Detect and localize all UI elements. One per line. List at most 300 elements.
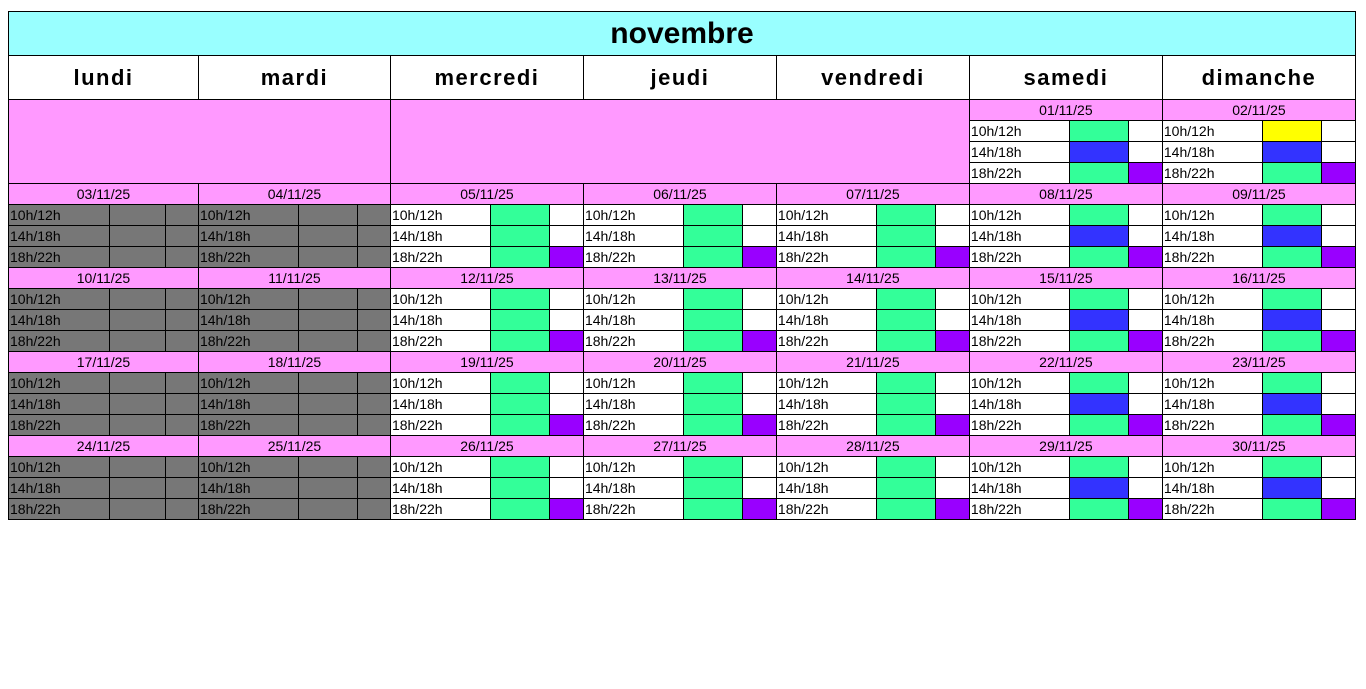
slot-row: [9, 205, 1356, 226]
slot-extra-cell[interactable]: [165, 205, 198, 226]
slot-status-cell[interactable]: [1263, 478, 1321, 499]
date-cell: 11/11/25: [198, 268, 390, 289]
slot-row: [9, 373, 1356, 394]
date-cell: 02/11/25: [1162, 100, 1355, 121]
slot-label: 10h/12h: [583, 373, 684, 394]
date-cell: 21/11/25: [776, 352, 969, 373]
slot-status-cell[interactable]: [1263, 142, 1321, 163]
slot-status-cell[interactable]: [1070, 394, 1128, 415]
slot-extra-cell[interactable]: [1321, 394, 1355, 415]
slot-extra-cell[interactable]: [1128, 289, 1162, 310]
slot-status-cell[interactable]: [684, 499, 742, 520]
slot-label: 18h/22h: [198, 499, 299, 520]
slot-extra-cell[interactable]: [1128, 121, 1162, 142]
slot-extra-cell[interactable]: [935, 457, 969, 478]
slot-label: 14h/18h: [776, 226, 877, 247]
slot-status-cell[interactable]: [877, 457, 935, 478]
slot-extra-cell[interactable]: [935, 331, 969, 352]
slot-row: [9, 331, 1356, 352]
month-title: novembre: [9, 12, 1356, 56]
slot-label: 10h/12h: [1162, 373, 1263, 394]
slot-status-cell[interactable]: [1263, 310, 1321, 331]
date-cell: 22/11/25: [969, 352, 1162, 373]
slot-extra-cell[interactable]: [1321, 142, 1355, 163]
slot-extra-cell[interactable]: [549, 205, 583, 226]
slot-label: 10h/12h: [776, 205, 877, 226]
slot-label: 14h/18h: [198, 310, 299, 331]
slot-status-cell[interactable]: [877, 373, 935, 394]
date-cell: 23/11/25: [1162, 352, 1355, 373]
slot-label: 14h/18h: [198, 394, 299, 415]
slot-status-cell[interactable]: [1070, 121, 1128, 142]
slot-extra-cell[interactable]: [357, 415, 390, 436]
slot-label: 10h/12h: [198, 205, 299, 226]
slot-extra-cell[interactable]: [549, 499, 583, 520]
slot-label: 14h/18h: [583, 478, 684, 499]
slot-label: 14h/18h: [969, 310, 1070, 331]
slot-status-cell[interactable]: [109, 415, 165, 436]
slot-extra-cell[interactable]: [1128, 142, 1162, 163]
slot-extra-cell[interactable]: [165, 499, 198, 520]
slot-label: 10h/12h: [390, 457, 491, 478]
slot-extra-cell[interactable]: [165, 331, 198, 352]
slot-status-cell[interactable]: [1263, 121, 1321, 142]
slot-extra-cell[interactable]: [165, 478, 198, 499]
slot-status-cell[interactable]: [684, 310, 742, 331]
slot-extra-cell[interactable]: [742, 478, 776, 499]
slot-label: 18h/22h: [583, 499, 684, 520]
slot-row: [9, 247, 1356, 268]
slot-extra-cell[interactable]: [549, 457, 583, 478]
slot-extra-cell[interactable]: [935, 310, 969, 331]
slot-status-cell[interactable]: [109, 226, 165, 247]
slot-status-cell[interactable]: [299, 331, 357, 352]
slot-status-cell[interactable]: [299, 457, 357, 478]
slot-label: 18h/22h: [776, 499, 877, 520]
slot-status-cell[interactable]: [299, 310, 357, 331]
slot-status-cell[interactable]: [299, 415, 357, 436]
slot-status-cell[interactable]: [109, 205, 165, 226]
slot-extra-cell[interactable]: [935, 478, 969, 499]
date-cell: 27/11/25: [583, 436, 776, 457]
slot-extra-cell[interactable]: [935, 394, 969, 415]
slot-extra-cell[interactable]: [1321, 457, 1355, 478]
slot-label: 14h/18h: [1162, 394, 1263, 415]
slot-extra-cell[interactable]: [742, 310, 776, 331]
slot-status-cell[interactable]: [684, 289, 742, 310]
slot-status-cell[interactable]: [491, 289, 549, 310]
slot-extra-cell[interactable]: [1128, 394, 1162, 415]
slot-extra-cell[interactable]: [165, 457, 198, 478]
slot-row: [9, 310, 1356, 331]
date-cell: 05/11/25: [390, 184, 583, 205]
slot-status-cell[interactable]: [1070, 289, 1128, 310]
slot-extra-cell[interactable]: [742, 289, 776, 310]
slot-status-cell[interactable]: [877, 247, 935, 268]
slot-label: 10h/12h: [1162, 457, 1263, 478]
slot-status-cell[interactable]: [1263, 331, 1321, 352]
slot-extra-cell[interactable]: [165, 226, 198, 247]
slot-status-cell[interactable]: [1070, 226, 1128, 247]
slot-status-cell[interactable]: [109, 331, 165, 352]
slot-status-cell[interactable]: [491, 331, 549, 352]
slot-status-cell[interactable]: [684, 373, 742, 394]
slot-status-cell[interactable]: [109, 478, 165, 499]
slot-status-cell[interactable]: [1070, 331, 1128, 352]
slot-label: 14h/18h: [969, 478, 1070, 499]
weekday-jeudi: jeudi: [583, 56, 776, 100]
slot-status-cell[interactable]: [1263, 163, 1321, 184]
slot-row: [9, 289, 1356, 310]
slot-extra-cell[interactable]: [1321, 163, 1355, 184]
weekday-header-row: [9, 56, 1356, 100]
slot-extra-cell[interactable]: [1128, 373, 1162, 394]
slot-label: 10h/12h: [198, 373, 299, 394]
slot-extra-cell[interactable]: [1321, 415, 1355, 436]
slot-label: 14h/18h: [198, 478, 299, 499]
slot-label: 10h/12h: [969, 373, 1070, 394]
slot-extra-cell[interactable]: [1321, 478, 1355, 499]
slot-extra-cell[interactable]: [165, 415, 198, 436]
slot-extra-cell[interactable]: [1128, 499, 1162, 520]
slot-extra-cell[interactable]: [357, 394, 390, 415]
slot-extra-cell[interactable]: [357, 247, 390, 268]
slot-status-cell[interactable]: [1263, 205, 1321, 226]
slot-extra-cell[interactable]: [357, 205, 390, 226]
slot-status-cell[interactable]: [299, 478, 357, 499]
date-cell: 29/11/25: [969, 436, 1162, 457]
slot-label: 14h/18h: [969, 142, 1070, 163]
slot-label: 10h/12h: [9, 373, 110, 394]
slot-status-cell[interactable]: [491, 415, 549, 436]
slot-status-cell[interactable]: [491, 457, 549, 478]
date-cell: 19/11/25: [390, 352, 583, 373]
slot-label: 14h/18h: [583, 226, 684, 247]
slot-status-cell[interactable]: [109, 247, 165, 268]
slot-label: 14h/18h: [1162, 310, 1263, 331]
slot-label: 14h/18h: [9, 310, 110, 331]
slot-status-cell[interactable]: [684, 226, 742, 247]
slot-extra-cell[interactable]: [1321, 247, 1355, 268]
slot-status-cell[interactable]: [684, 415, 742, 436]
slot-extra-cell[interactable]: [742, 457, 776, 478]
weekday-dimanche: dimanche: [1162, 56, 1355, 100]
slot-label: 14h/18h: [969, 394, 1070, 415]
slot-label: 10h/12h: [969, 457, 1070, 478]
slot-extra-cell[interactable]: [549, 310, 583, 331]
slot-status-cell[interactable]: [684, 331, 742, 352]
slot-label: 14h/18h: [776, 310, 877, 331]
slot-extra-cell[interactable]: [1128, 415, 1162, 436]
slot-label: 10h/12h: [969, 205, 1070, 226]
slot-extra-cell[interactable]: [549, 226, 583, 247]
month-title-row: [9, 12, 1356, 56]
slot-extra-cell[interactable]: [1321, 310, 1355, 331]
date-cell: 13/11/25: [583, 268, 776, 289]
slot-label: 14h/18h: [583, 310, 684, 331]
slot-extra-cell[interactable]: [1128, 226, 1162, 247]
slot-extra-cell[interactable]: [935, 247, 969, 268]
slot-status-cell[interactable]: [1263, 226, 1321, 247]
slot-status-cell[interactable]: [109, 289, 165, 310]
slot-extra-cell[interactable]: [1128, 163, 1162, 184]
date-cell: 16/11/25: [1162, 268, 1355, 289]
slot-status-cell[interactable]: [491, 373, 549, 394]
slot-label: 10h/12h: [9, 205, 110, 226]
slot-status-cell[interactable]: [877, 310, 935, 331]
slot-status-cell[interactable]: [491, 205, 549, 226]
slot-status-cell[interactable]: [1070, 205, 1128, 226]
slot-extra-cell[interactable]: [935, 373, 969, 394]
slot-row: [9, 457, 1356, 478]
slot-status-cell[interactable]: [1070, 499, 1128, 520]
date-cell: 01/11/25: [969, 100, 1162, 121]
slot-extra-cell[interactable]: [549, 394, 583, 415]
slot-label: 10h/12h: [390, 289, 491, 310]
slot-label: 18h/22h: [198, 247, 299, 268]
slot-label: 14h/18h: [1162, 142, 1263, 163]
slot-status-cell[interactable]: [109, 310, 165, 331]
slot-extra-cell[interactable]: [549, 478, 583, 499]
november-calendar: [8, 11, 1356, 520]
slot-status-cell[interactable]: [877, 415, 935, 436]
slot-status-cell[interactable]: [877, 205, 935, 226]
slot-extra-cell[interactable]: [742, 415, 776, 436]
slot-label: 14h/18h: [390, 310, 491, 331]
slot-label: 18h/22h: [969, 331, 1070, 352]
slot-status-cell[interactable]: [299, 373, 357, 394]
slot-label: 18h/22h: [198, 331, 299, 352]
slot-status-cell[interactable]: [1263, 373, 1321, 394]
slot-label: 10h/12h: [583, 457, 684, 478]
slot-row: [9, 478, 1356, 499]
date-cell: 09/11/25: [1162, 184, 1355, 205]
slot-extra-cell[interactable]: [1128, 310, 1162, 331]
weekday-mercredi: mercredi: [390, 56, 583, 100]
slot-extra-cell[interactable]: [1321, 226, 1355, 247]
slot-status-cell[interactable]: [299, 394, 357, 415]
slot-status-cell[interactable]: [1263, 499, 1321, 520]
slot-label: 14h/18h: [198, 226, 299, 247]
slot-extra-cell[interactable]: [1321, 373, 1355, 394]
slot-extra-cell[interactable]: [1128, 478, 1162, 499]
slot-extra-cell[interactable]: [165, 310, 198, 331]
slot-status-cell[interactable]: [299, 226, 357, 247]
slot-label: 18h/22h: [390, 499, 491, 520]
slot-extra-cell[interactable]: [742, 226, 776, 247]
slot-status-cell[interactable]: [491, 499, 549, 520]
slot-extra-cell[interactable]: [357, 457, 390, 478]
slot-row: [9, 415, 1356, 436]
slot-extra-cell[interactable]: [1321, 499, 1355, 520]
slot-status-cell[interactable]: [1263, 457, 1321, 478]
slot-extra-cell[interactable]: [549, 373, 583, 394]
slot-label: 14h/18h: [390, 394, 491, 415]
slot-status-cell[interactable]: [109, 499, 165, 520]
date-cell: 10/11/25: [9, 268, 199, 289]
weekday-mardi: mardi: [198, 56, 390, 100]
slot-status-cell[interactable]: [684, 247, 742, 268]
date-cell: 15/11/25: [969, 268, 1162, 289]
weekday-vendredi: vendredi: [776, 56, 969, 100]
slot-label: 18h/22h: [1162, 247, 1263, 268]
slot-extra-cell[interactable]: [357, 478, 390, 499]
slot-label: 18h/22h: [583, 247, 684, 268]
slot-extra-cell[interactable]: [1321, 331, 1355, 352]
slot-status-cell[interactable]: [1070, 163, 1128, 184]
date-header-row: [9, 268, 1356, 289]
slot-extra-cell[interactable]: [1128, 247, 1162, 268]
weekday-lundi: lundi: [9, 56, 199, 100]
slot-extra-cell[interactable]: [1321, 121, 1355, 142]
slot-extra-cell[interactable]: [1128, 205, 1162, 226]
slot-status-cell[interactable]: [877, 499, 935, 520]
date-cell: 18/11/25: [198, 352, 390, 373]
slot-extra-cell[interactable]: [742, 247, 776, 268]
slot-label: 18h/22h: [390, 415, 491, 436]
slot-extra-cell[interactable]: [357, 331, 390, 352]
slot-extra-cell[interactable]: [165, 247, 198, 268]
slot-status-cell[interactable]: [684, 478, 742, 499]
slot-label: 18h/22h: [390, 331, 491, 352]
slot-label: 14h/18h: [1162, 478, 1263, 499]
slot-label: 18h/22h: [583, 331, 684, 352]
slot-status-cell[interactable]: [491, 310, 549, 331]
slot-extra-cell[interactable]: [165, 394, 198, 415]
slot-extra-cell[interactable]: [165, 373, 198, 394]
slot-status-cell[interactable]: [1070, 247, 1128, 268]
slot-status-cell[interactable]: [1263, 247, 1321, 268]
slot-status-cell[interactable]: [109, 373, 165, 394]
slot-label: 18h/22h: [583, 415, 684, 436]
date-header-row: [9, 436, 1356, 457]
slot-label: 10h/12h: [390, 373, 491, 394]
slot-label: 18h/22h: [969, 247, 1070, 268]
slot-label: 18h/22h: [9, 415, 110, 436]
slot-extra-cell[interactable]: [1128, 457, 1162, 478]
date-cell: 03/11/25: [9, 184, 199, 205]
slot-label: 10h/12h: [1162, 289, 1263, 310]
slot-label: 14h/18h: [583, 394, 684, 415]
slot-label: 10h/12h: [583, 289, 684, 310]
slot-label: 18h/22h: [969, 163, 1070, 184]
slot-status-cell[interactable]: [1070, 457, 1128, 478]
slot-extra-cell[interactable]: [1321, 205, 1355, 226]
slot-status-cell[interactable]: [1070, 310, 1128, 331]
slot-extra-cell[interactable]: [357, 499, 390, 520]
date-cell: 24/11/25: [9, 436, 199, 457]
slot-label: 18h/22h: [1162, 331, 1263, 352]
slot-status-cell[interactable]: [684, 205, 742, 226]
slot-label: 10h/12h: [198, 457, 299, 478]
slot-status-cell[interactable]: [1070, 373, 1128, 394]
slot-extra-cell[interactable]: [1321, 289, 1355, 310]
slot-label: 14h/18h: [9, 394, 110, 415]
slot-extra-cell[interactable]: [549, 415, 583, 436]
slot-status-cell[interactable]: [877, 331, 935, 352]
slot-status-cell[interactable]: [491, 226, 549, 247]
slot-status-cell[interactable]: [684, 394, 742, 415]
slot-status-cell[interactable]: [109, 394, 165, 415]
slot-status-cell[interactable]: [491, 247, 549, 268]
slot-extra-cell[interactable]: [935, 226, 969, 247]
slot-extra-cell[interactable]: [742, 373, 776, 394]
slot-status-cell[interactable]: [1263, 289, 1321, 310]
slot-extra-cell[interactable]: [549, 289, 583, 310]
slot-status-cell[interactable]: [491, 394, 549, 415]
slot-extra-cell[interactable]: [165, 289, 198, 310]
date-cell: 14/11/25: [776, 268, 969, 289]
date-cell: 25/11/25: [198, 436, 390, 457]
slot-status-cell[interactable]: [491, 478, 549, 499]
slot-extra-cell[interactable]: [549, 331, 583, 352]
date-header-row: [9, 184, 1356, 205]
slot-status-cell[interactable]: [877, 478, 935, 499]
slot-status-cell[interactable]: [1263, 394, 1321, 415]
slot-label: 14h/18h: [390, 478, 491, 499]
slot-label: 10h/12h: [776, 457, 877, 478]
date-cell: 20/11/25: [583, 352, 776, 373]
slot-label: 18h/22h: [198, 415, 299, 436]
date-cell: 12/11/25: [390, 268, 583, 289]
slot-status-cell[interactable]: [299, 205, 357, 226]
date-cell: 08/11/25: [969, 184, 1162, 205]
slot-extra-cell[interactable]: [357, 289, 390, 310]
slot-status-cell[interactable]: [109, 457, 165, 478]
slot-label: 10h/12h: [969, 121, 1070, 142]
slot-label: 18h/22h: [776, 415, 877, 436]
slot-extra-cell[interactable]: [742, 205, 776, 226]
slot-status-cell[interactable]: [299, 247, 357, 268]
slot-status-cell[interactable]: [877, 289, 935, 310]
empty-day-block: [390, 100, 969, 184]
slot-extra-cell[interactable]: [357, 310, 390, 331]
slot-extra-cell[interactable]: [935, 205, 969, 226]
slot-label: 18h/22h: [9, 499, 110, 520]
slot-extra-cell[interactable]: [1128, 331, 1162, 352]
slot-label: 18h/22h: [776, 247, 877, 268]
slot-extra-cell[interactable]: [742, 499, 776, 520]
slot-label: 14h/18h: [776, 394, 877, 415]
empty-day-block: [9, 100, 391, 184]
slot-extra-cell[interactable]: [742, 331, 776, 352]
slot-extra-cell[interactable]: [935, 415, 969, 436]
slot-extra-cell[interactable]: [357, 373, 390, 394]
slot-extra-cell[interactable]: [742, 394, 776, 415]
slot-status-cell[interactable]: [877, 394, 935, 415]
slot-label: 10h/12h: [1162, 205, 1263, 226]
slot-status-cell[interactable]: [299, 499, 357, 520]
slot-label: 18h/22h: [969, 415, 1070, 436]
slot-extra-cell[interactable]: [935, 499, 969, 520]
slot-extra-cell[interactable]: [935, 289, 969, 310]
slot-status-cell[interactable]: [684, 457, 742, 478]
slot-label: 10h/12h: [776, 289, 877, 310]
slot-row: [9, 499, 1356, 520]
slot-status-cell[interactable]: [1263, 415, 1321, 436]
slot-status-cell[interactable]: [1070, 415, 1128, 436]
slot-status-cell[interactable]: [1070, 478, 1128, 499]
slot-status-cell[interactable]: [877, 226, 935, 247]
slot-extra-cell[interactable]: [549, 247, 583, 268]
slot-label: 14h/18h: [776, 478, 877, 499]
slot-status-cell[interactable]: [1070, 142, 1128, 163]
slot-status-cell[interactable]: [299, 289, 357, 310]
slot-extra-cell[interactable]: [357, 226, 390, 247]
slot-label: 18h/22h: [1162, 499, 1263, 520]
date-header-row: [9, 352, 1356, 373]
slot-label: 18h/22h: [1162, 415, 1263, 436]
